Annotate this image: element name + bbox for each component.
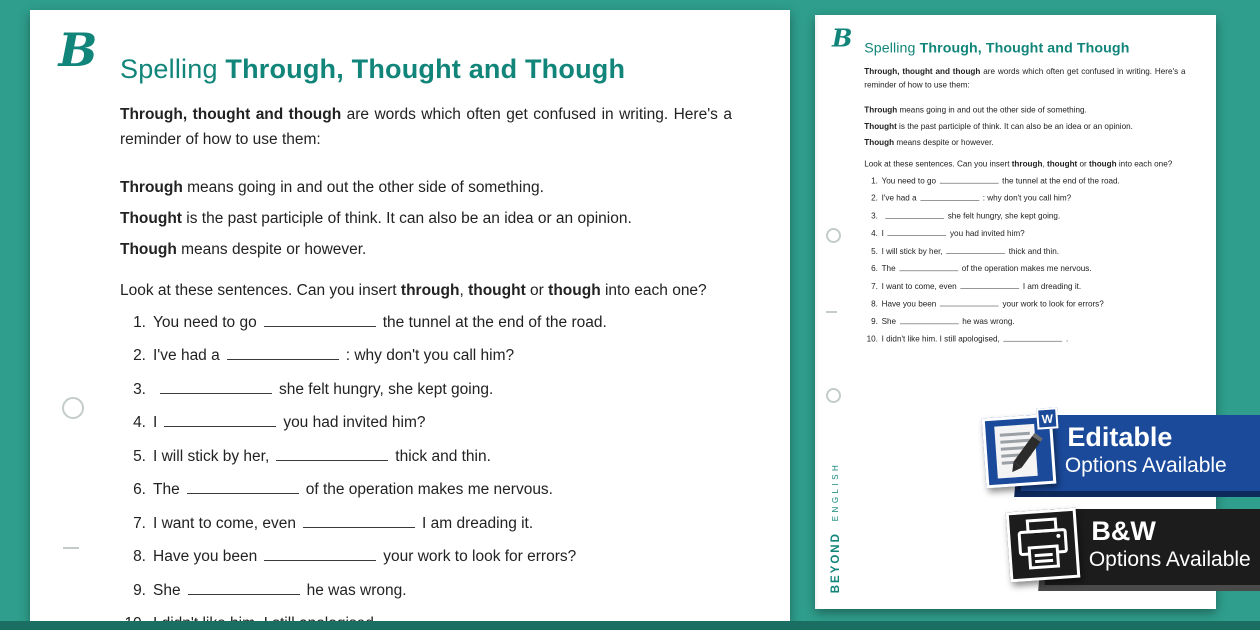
- sentence-after: he was wrong.: [962, 317, 1015, 327]
- sentence-number: 7.: [871, 281, 878, 291]
- registration-dash: [826, 311, 837, 313]
- worksheet-content: [30, 10, 788, 622]
- sentence-before: The: [881, 264, 896, 274]
- beyond-logo-icon: B: [58, 23, 98, 77]
- answer-blank: [885, 212, 944, 219]
- page-title: [120, 54, 732, 85]
- intro-bold: Through, thought and though: [864, 67, 981, 77]
- sentence-before: The: [153, 481, 180, 499]
- instruction-line: Look at these sentences. Can you insert through, thought or though into each one?: [864, 159, 1173, 169]
- instruction-line: Look at these sentences. Can you insert through, thought or though into each one?: [120, 281, 707, 299]
- sentence-number: 4.: [871, 229, 878, 239]
- side-text-english: ENGLISH: [831, 461, 840, 522]
- sentence-before: Have you been: [881, 299, 937, 309]
- sentence-number: 9.: [871, 317, 878, 327]
- answer-blank: [899, 264, 958, 271]
- sentence-item: [120, 381, 732, 399]
- word-file-icon: W: [1036, 407, 1058, 429]
- answer-blank: [940, 299, 999, 306]
- sentence-after: she felt hungry, she kept going.: [279, 380, 494, 398]
- definition-though: Though means despite or however.: [864, 138, 994, 147]
- sentence-number: 5.: [133, 447, 146, 465]
- answer-blank: [946, 247, 1005, 254]
- beyond-english-sidetext: [827, 462, 845, 593]
- answer-blank: [276, 448, 388, 461]
- definition-though: Though means despite or however.: [120, 240, 367, 258]
- answer-blank: [1003, 335, 1062, 342]
- sentence-item: [864, 212, 1185, 221]
- document-edit-icon: [982, 411, 1057, 489]
- sentence-before: She: [881, 317, 897, 327]
- sentence-number: 6.: [871, 264, 878, 274]
- editable-options-badge[interactable]: [984, 412, 1260, 496]
- definition-thought: Thought is the past participle of think. It can also be an idea or an opinion.: [864, 121, 1133, 131]
- sentence-before: I will stick by her,: [881, 246, 943, 256]
- answer-blank: [264, 314, 376, 327]
- sentence-number: 4.: [133, 414, 146, 432]
- sentence-before: I didn't like him. I still apologised,: [881, 334, 1000, 344]
- printer-icon: [1006, 508, 1081, 583]
- sentence-after: thick and thin.: [395, 447, 491, 465]
- answer-blank: [164, 414, 276, 427]
- sentence-item: [864, 282, 1185, 291]
- sentence-after: thick and thin.: [1008, 246, 1059, 256]
- sentence-item: [864, 229, 1185, 238]
- sentence-number: 1.: [133, 313, 146, 331]
- editable-badge-subtitle: Options Available: [1064, 453, 1227, 477]
- sentence-after: your work to look for errors?: [383, 548, 577, 566]
- definition-thought: Thought is the past participle of think. It can also be an idea or an opinion.: [120, 209, 632, 227]
- sentence-before: I: [881, 229, 884, 239]
- sentence-number: 8.: [133, 548, 146, 566]
- title-regular: Spelling: [864, 40, 920, 56]
- sentence-number: 1.: [871, 176, 878, 186]
- answer-blank: [187, 481, 299, 494]
- sentence-item: [864, 194, 1185, 203]
- intro-paragraph: [120, 103, 732, 153]
- answer-blank: [888, 229, 947, 236]
- intro-rest: are words which often get confused in writing. Here's a reminder of how to use them:: [120, 106, 732, 148]
- sentence-after: the tunnel at the end of the road.: [1002, 176, 1120, 186]
- sentence-after: of the operation makes me nervous.: [305, 481, 553, 499]
- sentence-after: : why don't you call him?: [345, 347, 515, 365]
- sentence-item: [120, 481, 732, 499]
- sentence-after: I am dreading it.: [422, 514, 534, 532]
- answer-blank: [188, 582, 300, 595]
- registration-dash: [63, 547, 79, 549]
- sentence-item: [120, 582, 732, 600]
- hole-punch-mark: [62, 397, 84, 419]
- sentence-number: 3.: [871, 211, 878, 221]
- answer-blank: [264, 548, 376, 561]
- title-regular: Spelling: [120, 54, 226, 84]
- sentence-item: [864, 299, 1185, 308]
- answer-blank: [303, 515, 415, 528]
- title-bold: Through, Thought and Though: [919, 40, 1130, 56]
- sentence-after: : why don't you call him?: [982, 193, 1072, 203]
- sentence-after: .: [1065, 334, 1069, 344]
- sentence-before: You need to go: [881, 176, 937, 186]
- sentence-before: I want to come, even: [153, 514, 297, 532]
- editable-badge-title: Editable: [1067, 422, 1173, 452]
- background-bottom-strip: [0, 621, 1260, 630]
- beyond-logo-icon: B: [831, 23, 853, 53]
- sentence-number: 5.: [871, 246, 878, 256]
- page-title: [864, 40, 1185, 56]
- sentence-before: Have you been: [153, 548, 258, 566]
- sentence-before: I've had a: [881, 193, 917, 203]
- sentence-item: [864, 264, 1185, 273]
- sentence-item: [864, 317, 1185, 326]
- sentence-after: the tunnel at the end of the road.: [382, 313, 607, 331]
- sentence-number: 9.: [133, 581, 146, 599]
- side-text-beyond: BEYOND: [830, 531, 842, 593]
- answer-blank: [940, 176, 999, 183]
- sentence-before: She: [153, 581, 181, 599]
- bw-badge-title: B&W: [1091, 516, 1156, 546]
- sentence-after: you had invited him?: [283, 414, 426, 432]
- sentence-item: [864, 335, 1185, 344]
- bw-options-badge[interactable]: [1008, 506, 1260, 590]
- sentence-item: [120, 314, 732, 332]
- hole-punch-mark: [826, 228, 841, 243]
- sentence-number: 6.: [133, 481, 146, 499]
- sentence-item: [120, 347, 732, 365]
- sentence-after: he was wrong.: [306, 581, 407, 599]
- sentence-before: You need to go: [153, 313, 257, 331]
- bw-badge-subtitle: Options Available: [1088, 547, 1251, 571]
- worksheet-body: [120, 54, 732, 630]
- sentence-number: 7.: [133, 514, 146, 532]
- answer-blank: [900, 317, 959, 324]
- sentence-number: 8.: [871, 299, 878, 309]
- sentence-before: I've had a: [153, 347, 220, 365]
- printer-graphic: [1009, 511, 1077, 579]
- title-bold: Through, Thought and Though: [225, 54, 626, 84]
- worksheet-body: [864, 40, 1185, 352]
- sentence-before: I will stick by her,: [153, 447, 270, 465]
- sentence-after: she felt hungry, she kept going.: [947, 211, 1061, 221]
- sentence-after: your work to look for errors?: [1002, 299, 1104, 309]
- definition-through: Through means going in and out the other side of something.: [864, 105, 1087, 115]
- intro-bold: Through, thought and though: [120, 106, 342, 123]
- sentence-after: of the operation makes me nervous.: [961, 264, 1092, 274]
- sentence-number: 3.: [133, 380, 146, 398]
- sentence-before: I: [153, 414, 158, 432]
- sentence-item: [120, 548, 732, 566]
- definition-through: Through means going in and out the other side of something.: [120, 178, 544, 196]
- sentence-before: I want to come, even: [881, 281, 957, 291]
- sentence-item: [120, 414, 732, 432]
- worksheet-page-large: [30, 10, 790, 622]
- sentence-number: 2.: [871, 193, 878, 203]
- sentence-item: [120, 448, 732, 466]
- answer-blank: [227, 347, 339, 360]
- sentence-item: [120, 515, 732, 533]
- sentence-item: [864, 247, 1185, 256]
- sentence-number: 10.: [866, 334, 878, 344]
- intro-paragraph: [864, 66, 1185, 92]
- sentence-item: [864, 176, 1185, 185]
- sentence-number: 2.: [133, 347, 146, 365]
- intro-rest: are words which often get confused in writing. Here's a reminder of how to use them:: [864, 67, 1186, 90]
- sentence-after: I am dreading it.: [1022, 281, 1082, 291]
- hole-punch-mark: [826, 388, 841, 403]
- answer-blank: [160, 381, 272, 394]
- sentence-after: you had invited him?: [949, 229, 1025, 239]
- worksheet-thumbnail-content: [817, 17, 1215, 344]
- worksheet-content: [817, 17, 1215, 344]
- answer-blank: [960, 282, 1019, 289]
- answer-blank: [920, 194, 979, 201]
